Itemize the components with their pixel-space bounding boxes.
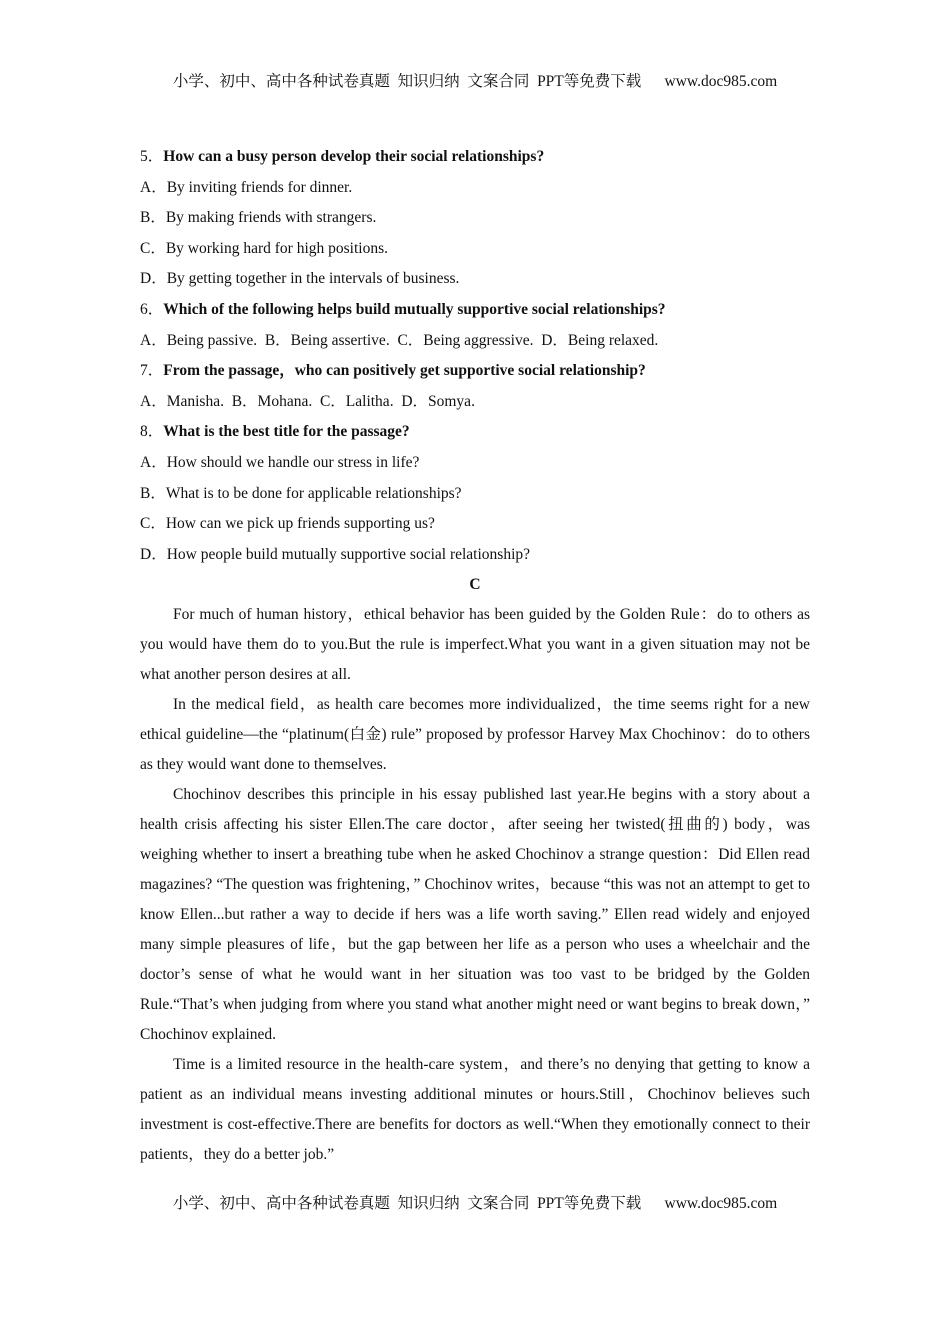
question-number: 5． bbox=[140, 148, 164, 165]
question-number: 6． bbox=[140, 300, 164, 318]
question-number: 7． bbox=[140, 362, 164, 380]
question-5-option-c: C．By working hard for high positions. bbox=[140, 239, 388, 257]
passage-paragraph-1: For much of human history，ethical behavior has been guided by the Golden Rule：do to others as you would have them do to you.But the rule is imperfect.What you want in a given situation may not be what another person desires at all. bbox=[140, 606, 810, 684]
question-8-option-b: B．What is to be done for applicable relationships? bbox=[140, 484, 462, 502]
question-5-option-a: A．By inviting friends for dinner. bbox=[140, 178, 353, 196]
question-6-stem bbox=[140, 295, 810, 326]
question-8-option-c: C．How can we pick up friends supporting us? bbox=[140, 515, 435, 533]
question-5-stem bbox=[140, 142, 810, 173]
question-7-stem bbox=[140, 356, 810, 387]
page-content bbox=[140, 142, 810, 1170]
passage-paragraph-4: Time is a limited resource in the health-care system，and there’s no denying that getting to know a patient as an individual means investing additional minutes or hours.Still，Chochinov believes such investment is cost-effective.There are benefits for doctors as well.“When they emotionally connect to their patients，they do a better job.” bbox=[140, 1056, 810, 1164]
question-8-option-d: D．How people build mutually supportive social relationship? bbox=[140, 545, 531, 563]
question-8-option-a: A．How should we handle our stress in life? bbox=[140, 453, 420, 471]
question-text: What is the best title for the passage? bbox=[163, 423, 410, 441]
footer-banner: 小学、初中、高中各种试卷真题 知识归纳 文案合同 PPT等免费下载 www.doc985.com bbox=[172, 1195, 778, 1212]
passage-paragraph-3: Chochinov describes this principle in his essay published last year.He begins with a story about a health crisis affecting his sister Ellen.The care doctor，after seeing her twisted(扭曲的) body，was weighing whether to insert a breathing tube when he asked Chochinov a strange question：Did Ellen read magazines? “The question was frightening，” Chochinov writes，because “this was not an attempt to get to know Ellen...but rather a way to decide if hers was a life worth saving.” Ellen read widely and enjoyed many simple pleasures of life，but the gap between her life as a person who uses a wheelchair and the doctor’s sense of what he would want in her situation was too vast to be bridged by the Golden Rule.“That’s when judging from where you stand what another might need or want begins to break down，” Chochinov explained. bbox=[140, 786, 810, 1044]
question-8-stem bbox=[140, 417, 810, 448]
question-7-options: A．Manisha. B．Mohana. C．Lalitha. D．Somya. bbox=[140, 392, 475, 410]
section-heading: C bbox=[469, 576, 481, 594]
question-5-option-d: D．By getting together in the intervals of business. bbox=[140, 270, 460, 288]
header-banner: 小学、初中、高中各种试卷真题 知识归纳 文案合同 PPT等免费下载 www.doc985.com bbox=[172, 73, 778, 90]
passage-paragraph-2: In the medical field，as health care becomes more individualized，the time seems right for a new ethical guideline—the “platinum(白金) rule” proposed by professor Harvey Max Chochinov：do to others as they would want done to themselves. bbox=[140, 696, 810, 774]
question-text: From the passage，who can positively get supportive social relationship? bbox=[163, 362, 646, 380]
question-6-options: A．Being passive. B．Being assertive. C．Being aggressive. D．Being relaxed. bbox=[140, 331, 659, 349]
question-number: 8． bbox=[140, 423, 164, 441]
question-text: Which of the following helps build mutually supportive social relationships? bbox=[163, 300, 666, 318]
question-5-option-b: B．By making friends with strangers. bbox=[140, 209, 377, 227]
question-text: How can a busy person develop their social relationships? bbox=[163, 148, 545, 165]
